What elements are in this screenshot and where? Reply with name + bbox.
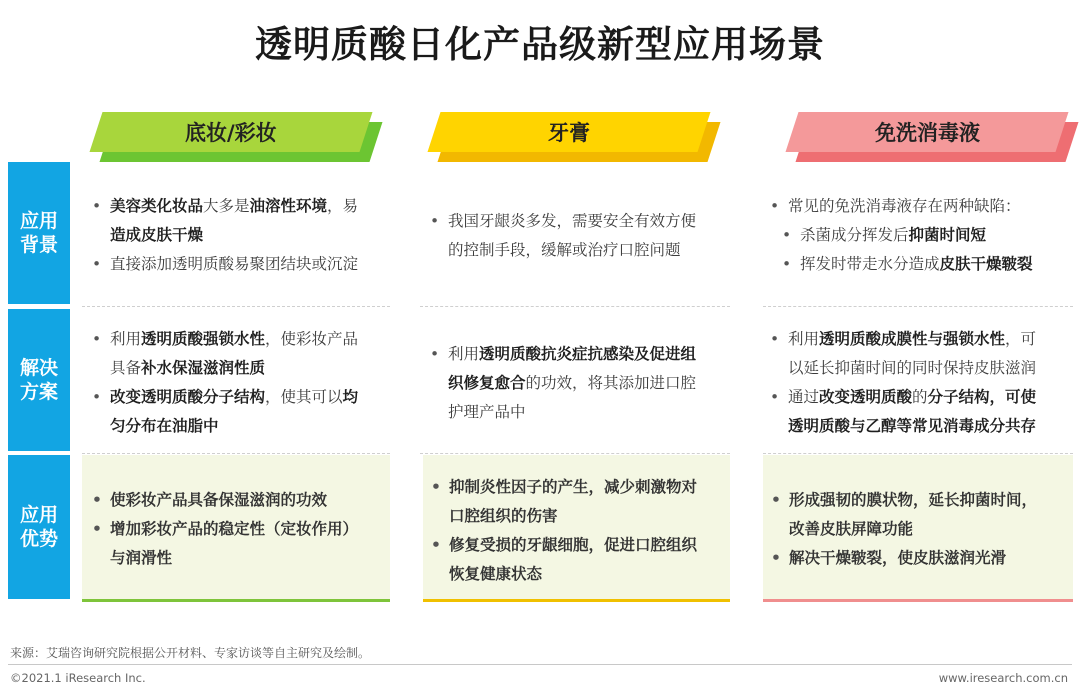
bullet-text: 常见的免洗消毒液存在两种缺陷： bbox=[788, 197, 1021, 215]
row-label-advantage: 应用 优势 bbox=[8, 455, 70, 599]
row-divider bbox=[763, 306, 1073, 307]
header-face bbox=[90, 112, 373, 152]
bullet-text: 通过 bbox=[788, 388, 820, 406]
bullet-item bbox=[92, 354, 388, 383]
bullet-item bbox=[92, 192, 388, 221]
bullet-text: 恢复健康状态 bbox=[449, 565, 543, 583]
bullet-text: 与润滑性 bbox=[110, 549, 173, 567]
row-divider bbox=[763, 453, 1073, 454]
bullet-list bbox=[771, 486, 1067, 573]
emphasis-text: 透明质酸强锁水性 bbox=[141, 330, 266, 348]
bullet-text: 的控制手段，缓解或治疗口腔问题 bbox=[448, 241, 681, 259]
bullet-text: 的 bbox=[912, 388, 928, 406]
bullet-item bbox=[770, 383, 1070, 412]
bullet-item bbox=[770, 325, 1070, 354]
cell-background-sanitizer bbox=[770, 192, 1070, 279]
bullet-item bbox=[92, 544, 384, 573]
bullet-text: 抑制炎性因子的产生，减少刺激物对 bbox=[449, 478, 698, 496]
bullet-list bbox=[92, 325, 388, 441]
cell-solution-makeup bbox=[92, 325, 388, 441]
bullet-text: 以延长抑菌时间的同时保持皮肤滋润 bbox=[788, 359, 1037, 377]
column-underline-sanitizer bbox=[763, 599, 1073, 602]
bullet-text: 增加彩妆产品的稳定性（定妆作用） bbox=[110, 520, 359, 538]
cell-advantage-sanitizer bbox=[763, 455, 1073, 600]
source-note: 来源：艾瑞咨询研究院根据公开材料、专家访谈等自主研究及绘制。 bbox=[10, 646, 371, 660]
cell-background-toothpaste bbox=[430, 207, 728, 265]
emphasis-text: 改变透明质酸 bbox=[819, 388, 913, 406]
bullet-text: ，可 bbox=[1005, 330, 1037, 348]
bullet-item bbox=[430, 207, 728, 236]
emphasis-text: 均 bbox=[342, 388, 359, 406]
row-label-solution: 解决 方案 bbox=[8, 309, 70, 451]
bullet-item bbox=[770, 192, 1070, 221]
column-header-sanitizer bbox=[792, 112, 1080, 164]
column-underline-toothpaste bbox=[423, 599, 730, 602]
bullet-text: 使彩妆产品具备保湿滋润的功效 bbox=[110, 491, 328, 509]
cell-advantage-toothpaste bbox=[423, 455, 730, 600]
bullet-text: ，使彩妆产品 bbox=[265, 330, 359, 348]
bullet-text: 形成强韧的膜状物，延长抑菌时间， bbox=[789, 491, 1038, 509]
bullet-text: 利用 bbox=[110, 330, 142, 348]
footer-divider bbox=[8, 664, 1072, 665]
bullet-item bbox=[92, 221, 388, 250]
bullet-text: 的功效，将其添加进口腔 bbox=[525, 374, 697, 392]
bullet-text: 杀菌成分挥发后 bbox=[800, 226, 909, 244]
bullet-text: 解决干燥皲裂，使皮肤滋润光滑 bbox=[789, 549, 1007, 567]
emphasis-text: 造成皮肤干燥 bbox=[110, 226, 204, 244]
emphasis-text: 改变透明质酸分子结构 bbox=[110, 388, 266, 406]
emphasis-text: 油溶性环境 bbox=[249, 197, 328, 215]
header-label: 底妆/彩妆 bbox=[185, 121, 277, 145]
bullet-item bbox=[431, 531, 724, 560]
bullet-list bbox=[770, 192, 1070, 279]
bullet-list bbox=[770, 325, 1070, 441]
emphasis-text: 皮肤干燥皲裂 bbox=[939, 255, 1033, 273]
bullet-item bbox=[430, 369, 728, 398]
emphasis-text: 织修复愈合 bbox=[448, 374, 526, 392]
emphasis-text: 分子结构，可使 bbox=[927, 388, 1037, 406]
bullet-item bbox=[92, 325, 388, 354]
header-face bbox=[786, 112, 1069, 152]
header-face bbox=[428, 112, 711, 152]
cell-solution-toothpaste bbox=[430, 340, 728, 427]
bullet-item bbox=[771, 515, 1067, 544]
bullet-item bbox=[92, 250, 388, 279]
bullet-item bbox=[431, 560, 724, 589]
bullet-item bbox=[431, 473, 724, 502]
emphasis-text: 美容类化妆品 bbox=[110, 197, 204, 215]
emphasis-text: 透明质酸与乙醇等常见消毒成分共存 bbox=[788, 417, 1037, 435]
bullet-item bbox=[771, 544, 1067, 573]
emphasis-text: 补水保湿滋润性质 bbox=[141, 359, 266, 377]
bullet-text: 具备 bbox=[110, 359, 142, 377]
copyright: ©2021.1 iResearch Inc. bbox=[10, 671, 146, 685]
row-divider bbox=[82, 306, 390, 307]
bullet-text: 大多是 bbox=[203, 197, 250, 215]
row-divider bbox=[420, 306, 730, 307]
bullet-item bbox=[770, 354, 1070, 383]
page-title: 透明质酸日化产品级新型应用场景 bbox=[255, 23, 825, 66]
bullet-text: 护理产品中 bbox=[448, 403, 526, 421]
bullet-list bbox=[430, 207, 728, 265]
bullet-item bbox=[92, 515, 384, 544]
bullet-item bbox=[770, 250, 1070, 279]
bullet-item bbox=[430, 398, 728, 427]
bullet-item bbox=[92, 486, 384, 515]
website-link[interactable]: www.iresearch.com.cn bbox=[938, 671, 1068, 685]
bullet-item bbox=[431, 502, 724, 531]
bullet-text: 我国牙龈炎多发，需要安全有效方便 bbox=[448, 212, 697, 230]
bullet-text: ，使其可以 bbox=[265, 388, 343, 406]
row-label-background: 应用 背景 bbox=[8, 162, 70, 304]
column-header-makeup bbox=[96, 112, 386, 164]
bullet-text: 挥发时带走水分造成 bbox=[800, 255, 940, 273]
cell-solution-sanitizer bbox=[770, 325, 1070, 441]
bullet-item bbox=[430, 236, 728, 265]
bullet-item bbox=[92, 412, 388, 441]
bullet-item bbox=[92, 383, 388, 412]
header-label: 牙膏 bbox=[548, 121, 590, 145]
bullet-text: 修复受损的牙龈细胞，促进口腔组织 bbox=[449, 536, 698, 554]
emphasis-text: 透明质酸抗炎症抗感染及促进组 bbox=[479, 345, 697, 363]
cell-background-makeup bbox=[92, 192, 388, 279]
bullet-list bbox=[92, 486, 384, 573]
bullet-text: 改善皮肤屏障功能 bbox=[789, 520, 914, 538]
bullet-text: ，易 bbox=[327, 197, 359, 215]
emphasis-text: 匀分布在油脂中 bbox=[110, 417, 219, 435]
bullet-list bbox=[430, 340, 728, 427]
bullet-text: 利用 bbox=[448, 345, 480, 363]
bullet-item bbox=[770, 412, 1070, 441]
column-header-toothpaste bbox=[434, 112, 724, 164]
bullet-text: 直接添加透明质酸易聚团结块或沉淀 bbox=[110, 255, 359, 273]
bullet-item bbox=[430, 340, 728, 369]
emphasis-text: 抑菌时间短 bbox=[908, 226, 987, 244]
row-divider bbox=[82, 453, 390, 454]
cell-advantage-makeup bbox=[82, 455, 390, 600]
bullet-text: 利用 bbox=[788, 330, 820, 348]
bullet-list bbox=[431, 473, 724, 589]
bullet-item bbox=[771, 486, 1067, 515]
row-divider bbox=[420, 453, 730, 454]
bullet-list bbox=[92, 192, 388, 279]
bullet-item bbox=[770, 221, 1070, 250]
bullet-text: 口腔组织的伤害 bbox=[449, 507, 558, 525]
emphasis-text: 透明质酸成膜性与强锁水性 bbox=[819, 330, 1006, 348]
header-label: 免洗消毒液 bbox=[874, 121, 980, 145]
column-underline-makeup bbox=[82, 599, 390, 602]
